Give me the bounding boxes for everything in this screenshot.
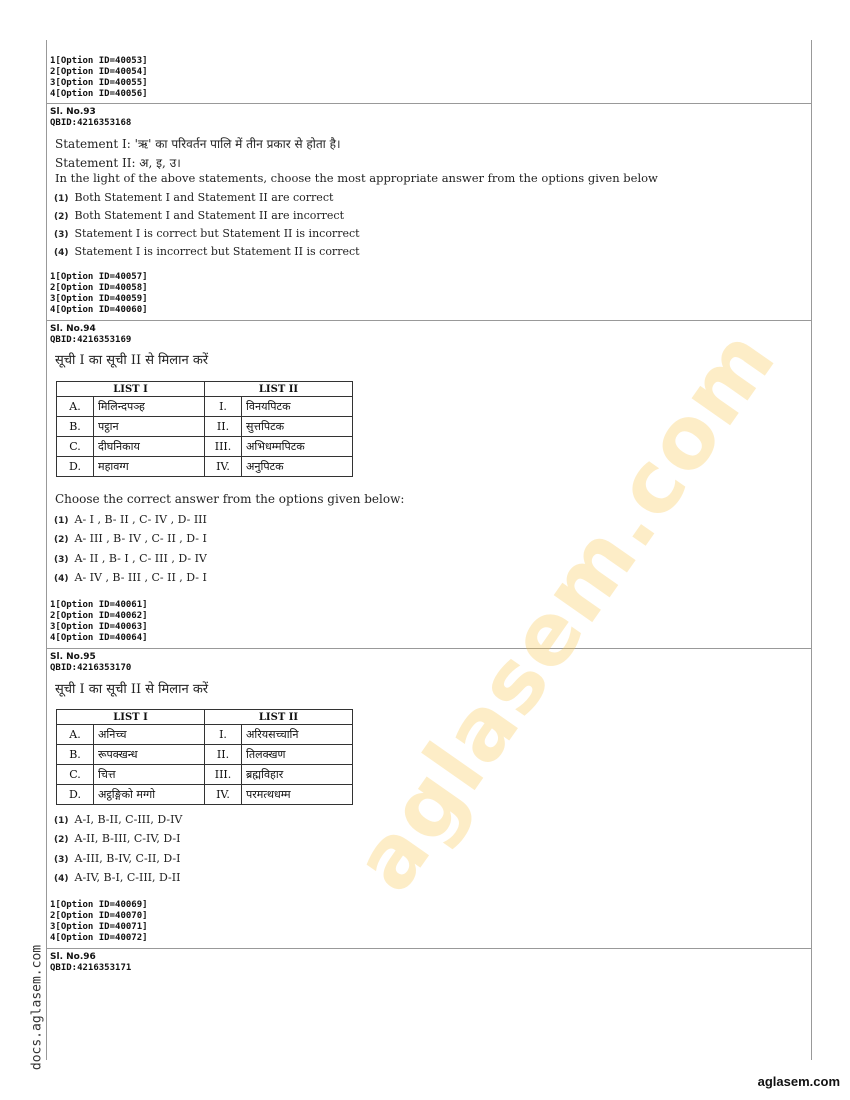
row-numeral: I. bbox=[205, 397, 242, 417]
answer-choice[interactable] bbox=[54, 209, 344, 222]
row-letter: A. bbox=[57, 725, 94, 745]
serial-number: Sl. No.95 bbox=[50, 652, 96, 662]
option-id: 1[Option ID=40057] bbox=[50, 272, 148, 282]
serial-number: Sl. No.93 bbox=[50, 107, 96, 117]
option-id-list bbox=[50, 900, 148, 944]
choice-text: A-III, B-IV, C-II, D-I bbox=[74, 852, 181, 865]
row-letter: B. bbox=[57, 745, 94, 765]
row-numeral: IV. bbox=[205, 785, 242, 805]
side-url-text: docs.aglasem.com bbox=[29, 944, 45, 1071]
answer-choice[interactable] bbox=[54, 852, 180, 865]
question-header bbox=[50, 107, 131, 129]
choice-number: (4) bbox=[54, 874, 69, 884]
answer-choice[interactable] bbox=[54, 571, 207, 584]
list-2-item: तिलक्खण bbox=[242, 745, 353, 765]
table-row bbox=[57, 725, 353, 745]
choice-number: (2) bbox=[54, 535, 69, 545]
choice-number: (4) bbox=[54, 248, 69, 258]
option-id: 4[Option ID=40060] bbox=[50, 305, 148, 315]
row-letter: C. bbox=[57, 765, 94, 785]
option-id: 1[Option ID=40069] bbox=[50, 900, 148, 910]
option-id: 3[Option ID=40071] bbox=[50, 922, 148, 932]
question-divider bbox=[46, 648, 811, 649]
choice-text: Both Statement I and Statement II are incorrect bbox=[74, 209, 345, 222]
list-1-item: रूपक्खन्ध bbox=[94, 745, 205, 765]
row-numeral: I. bbox=[205, 725, 242, 745]
option-id: 3[Option ID=40055] bbox=[50, 78, 148, 88]
option-id: 2[Option ID=40058] bbox=[50, 283, 148, 293]
question-prompt: सूची I का सूची II से मिलान करें bbox=[55, 682, 209, 697]
row-numeral: III. bbox=[205, 765, 242, 785]
option-id: 4[Option ID=40064] bbox=[50, 633, 148, 643]
table-row bbox=[57, 457, 353, 477]
option-id: 1[Option ID=40053] bbox=[50, 56, 148, 66]
row-letter: D. bbox=[57, 457, 94, 477]
option-id: 2[Option ID=40070] bbox=[50, 911, 148, 921]
choice-number: (1) bbox=[54, 516, 69, 526]
statement-1: Statement I: 'ऋ' का परिवर्तन पालि में तीन प्रकार से होता है। bbox=[55, 137, 341, 151]
serial-number: Sl. No.94 bbox=[50, 324, 96, 334]
choice-number: (1) bbox=[54, 194, 69, 204]
option-id: 2[Option ID=40054] bbox=[50, 67, 148, 77]
list-2-item: अनुपिटक bbox=[242, 457, 353, 477]
list-1-item: अट्ठङ्गिको मग्गो bbox=[94, 785, 205, 805]
choice-number: (3) bbox=[54, 555, 69, 565]
question-header bbox=[50, 952, 131, 974]
answer-choice[interactable] bbox=[54, 513, 207, 526]
row-numeral: III. bbox=[205, 437, 242, 457]
choice-text: Statement I is correct but Statement II is incorrect bbox=[74, 227, 360, 240]
choice-text: A-IV, B-I, C-III, D-II bbox=[74, 871, 181, 884]
choice-text: A- II , B- I , C- III , D- IV bbox=[74, 552, 207, 565]
qbid: QBID:4216353171 bbox=[50, 963, 132, 973]
match-table bbox=[56, 381, 353, 477]
choice-text: A- III , B- IV , C- II , D- I bbox=[74, 532, 207, 545]
option-id: 3[Option ID=40063] bbox=[50, 622, 148, 632]
qbid: QBID:4216353169 bbox=[50, 335, 132, 345]
list-2-item: अभिधम्मपिटक bbox=[242, 437, 353, 457]
option-id: 1[Option ID=40061] bbox=[50, 600, 148, 610]
table-row bbox=[57, 765, 353, 785]
list-2-item: परमत्थधम्म bbox=[242, 785, 353, 805]
choice-number: (1) bbox=[54, 816, 69, 826]
choice-text: A- I , B- II , C- IV , D- III bbox=[74, 513, 207, 526]
choice-text: A-II, B-III, C-IV, D-I bbox=[74, 832, 181, 845]
table-row bbox=[57, 417, 353, 437]
question-instruction: Choose the correct answer from the options given below: bbox=[55, 492, 405, 506]
list-1-item: अनिच्च bbox=[94, 725, 205, 745]
choice-number: (3) bbox=[54, 855, 69, 865]
statement-2: Statement II: अ, इ, उ। bbox=[55, 156, 181, 170]
choice-text: A-I, B-II, C-III, D-IV bbox=[74, 813, 183, 826]
list-2-header: LIST II bbox=[205, 382, 353, 397]
row-letter: D. bbox=[57, 785, 94, 805]
footer-brand: aglasem.com bbox=[757, 1074, 840, 1089]
answer-choice[interactable] bbox=[54, 532, 207, 545]
answer-choice[interactable] bbox=[54, 191, 333, 204]
choice-number: (2) bbox=[54, 835, 69, 845]
list-2-item: ब्रह्मविहार bbox=[242, 765, 353, 785]
table-row bbox=[57, 437, 353, 457]
row-numeral: IV. bbox=[205, 457, 242, 477]
watermark: aglasem.com bbox=[334, 310, 796, 910]
answer-choice[interactable] bbox=[54, 227, 360, 240]
option-id: 4[Option ID=40072] bbox=[50, 933, 148, 943]
question-header bbox=[50, 324, 131, 346]
list-1-item: दीघनिकाय bbox=[94, 437, 205, 457]
list-2-item: विनयपिटक bbox=[242, 397, 353, 417]
row-letter: A. bbox=[57, 397, 94, 417]
list-1-item: महावग्ग bbox=[94, 457, 205, 477]
answer-choice[interactable] bbox=[54, 871, 180, 884]
choice-text: Statement I is incorrect but Statement II is correct bbox=[74, 245, 360, 258]
match-table bbox=[56, 709, 353, 805]
choice-text: Both Statement I and Statement II are correct bbox=[74, 191, 334, 204]
table-row bbox=[57, 785, 353, 805]
answer-choice[interactable] bbox=[54, 832, 180, 845]
choice-number: (2) bbox=[54, 212, 69, 222]
table-row bbox=[57, 397, 353, 417]
list-2-item: अरियसच्चानि bbox=[242, 725, 353, 745]
qbid: QBID:4216353168 bbox=[50, 118, 132, 128]
list-2-item: सुत्तपिटक bbox=[242, 417, 353, 437]
list-2-header: LIST II bbox=[205, 710, 353, 725]
option-id: 3[Option ID=40059] bbox=[50, 294, 148, 304]
list-1-header: LIST I bbox=[57, 710, 205, 725]
table-row bbox=[57, 745, 353, 765]
question-prompt: सूची I का सूची II से मिलान करें bbox=[55, 353, 209, 368]
row-letter: B. bbox=[57, 417, 94, 437]
choice-number: (4) bbox=[54, 574, 69, 584]
option-id-list bbox=[50, 272, 148, 316]
answer-choice[interactable] bbox=[54, 813, 182, 826]
choice-text: A- IV , B- III , C- II , D- I bbox=[74, 571, 207, 584]
qbid: QBID:4216353170 bbox=[50, 663, 132, 673]
list-1-item: मिलिन्दपञ्ह bbox=[94, 397, 205, 417]
list-1-item: चित्त bbox=[94, 765, 205, 785]
option-id-list bbox=[50, 600, 148, 644]
question-instruction: In the light of the above statements, choose the most appropriate answer from the options given below bbox=[55, 171, 658, 185]
question-divider bbox=[46, 103, 811, 104]
list-1-header: LIST I bbox=[57, 382, 205, 397]
option-id-list bbox=[50, 56, 148, 100]
list-1-item: पट्ठान bbox=[94, 417, 205, 437]
row-numeral: II. bbox=[205, 745, 242, 765]
answer-choice[interactable] bbox=[54, 245, 360, 258]
choice-number: (3) bbox=[54, 230, 69, 240]
option-id: 4[Option ID=40056] bbox=[50, 89, 148, 99]
question-header bbox=[50, 652, 131, 674]
row-letter: C. bbox=[57, 437, 94, 457]
row-numeral: II. bbox=[205, 417, 242, 437]
question-divider bbox=[46, 320, 811, 321]
question-divider bbox=[46, 948, 811, 949]
option-id: 2[Option ID=40062] bbox=[50, 611, 148, 621]
serial-number: Sl. No.96 bbox=[50, 952, 96, 962]
answer-choice[interactable] bbox=[54, 552, 207, 565]
